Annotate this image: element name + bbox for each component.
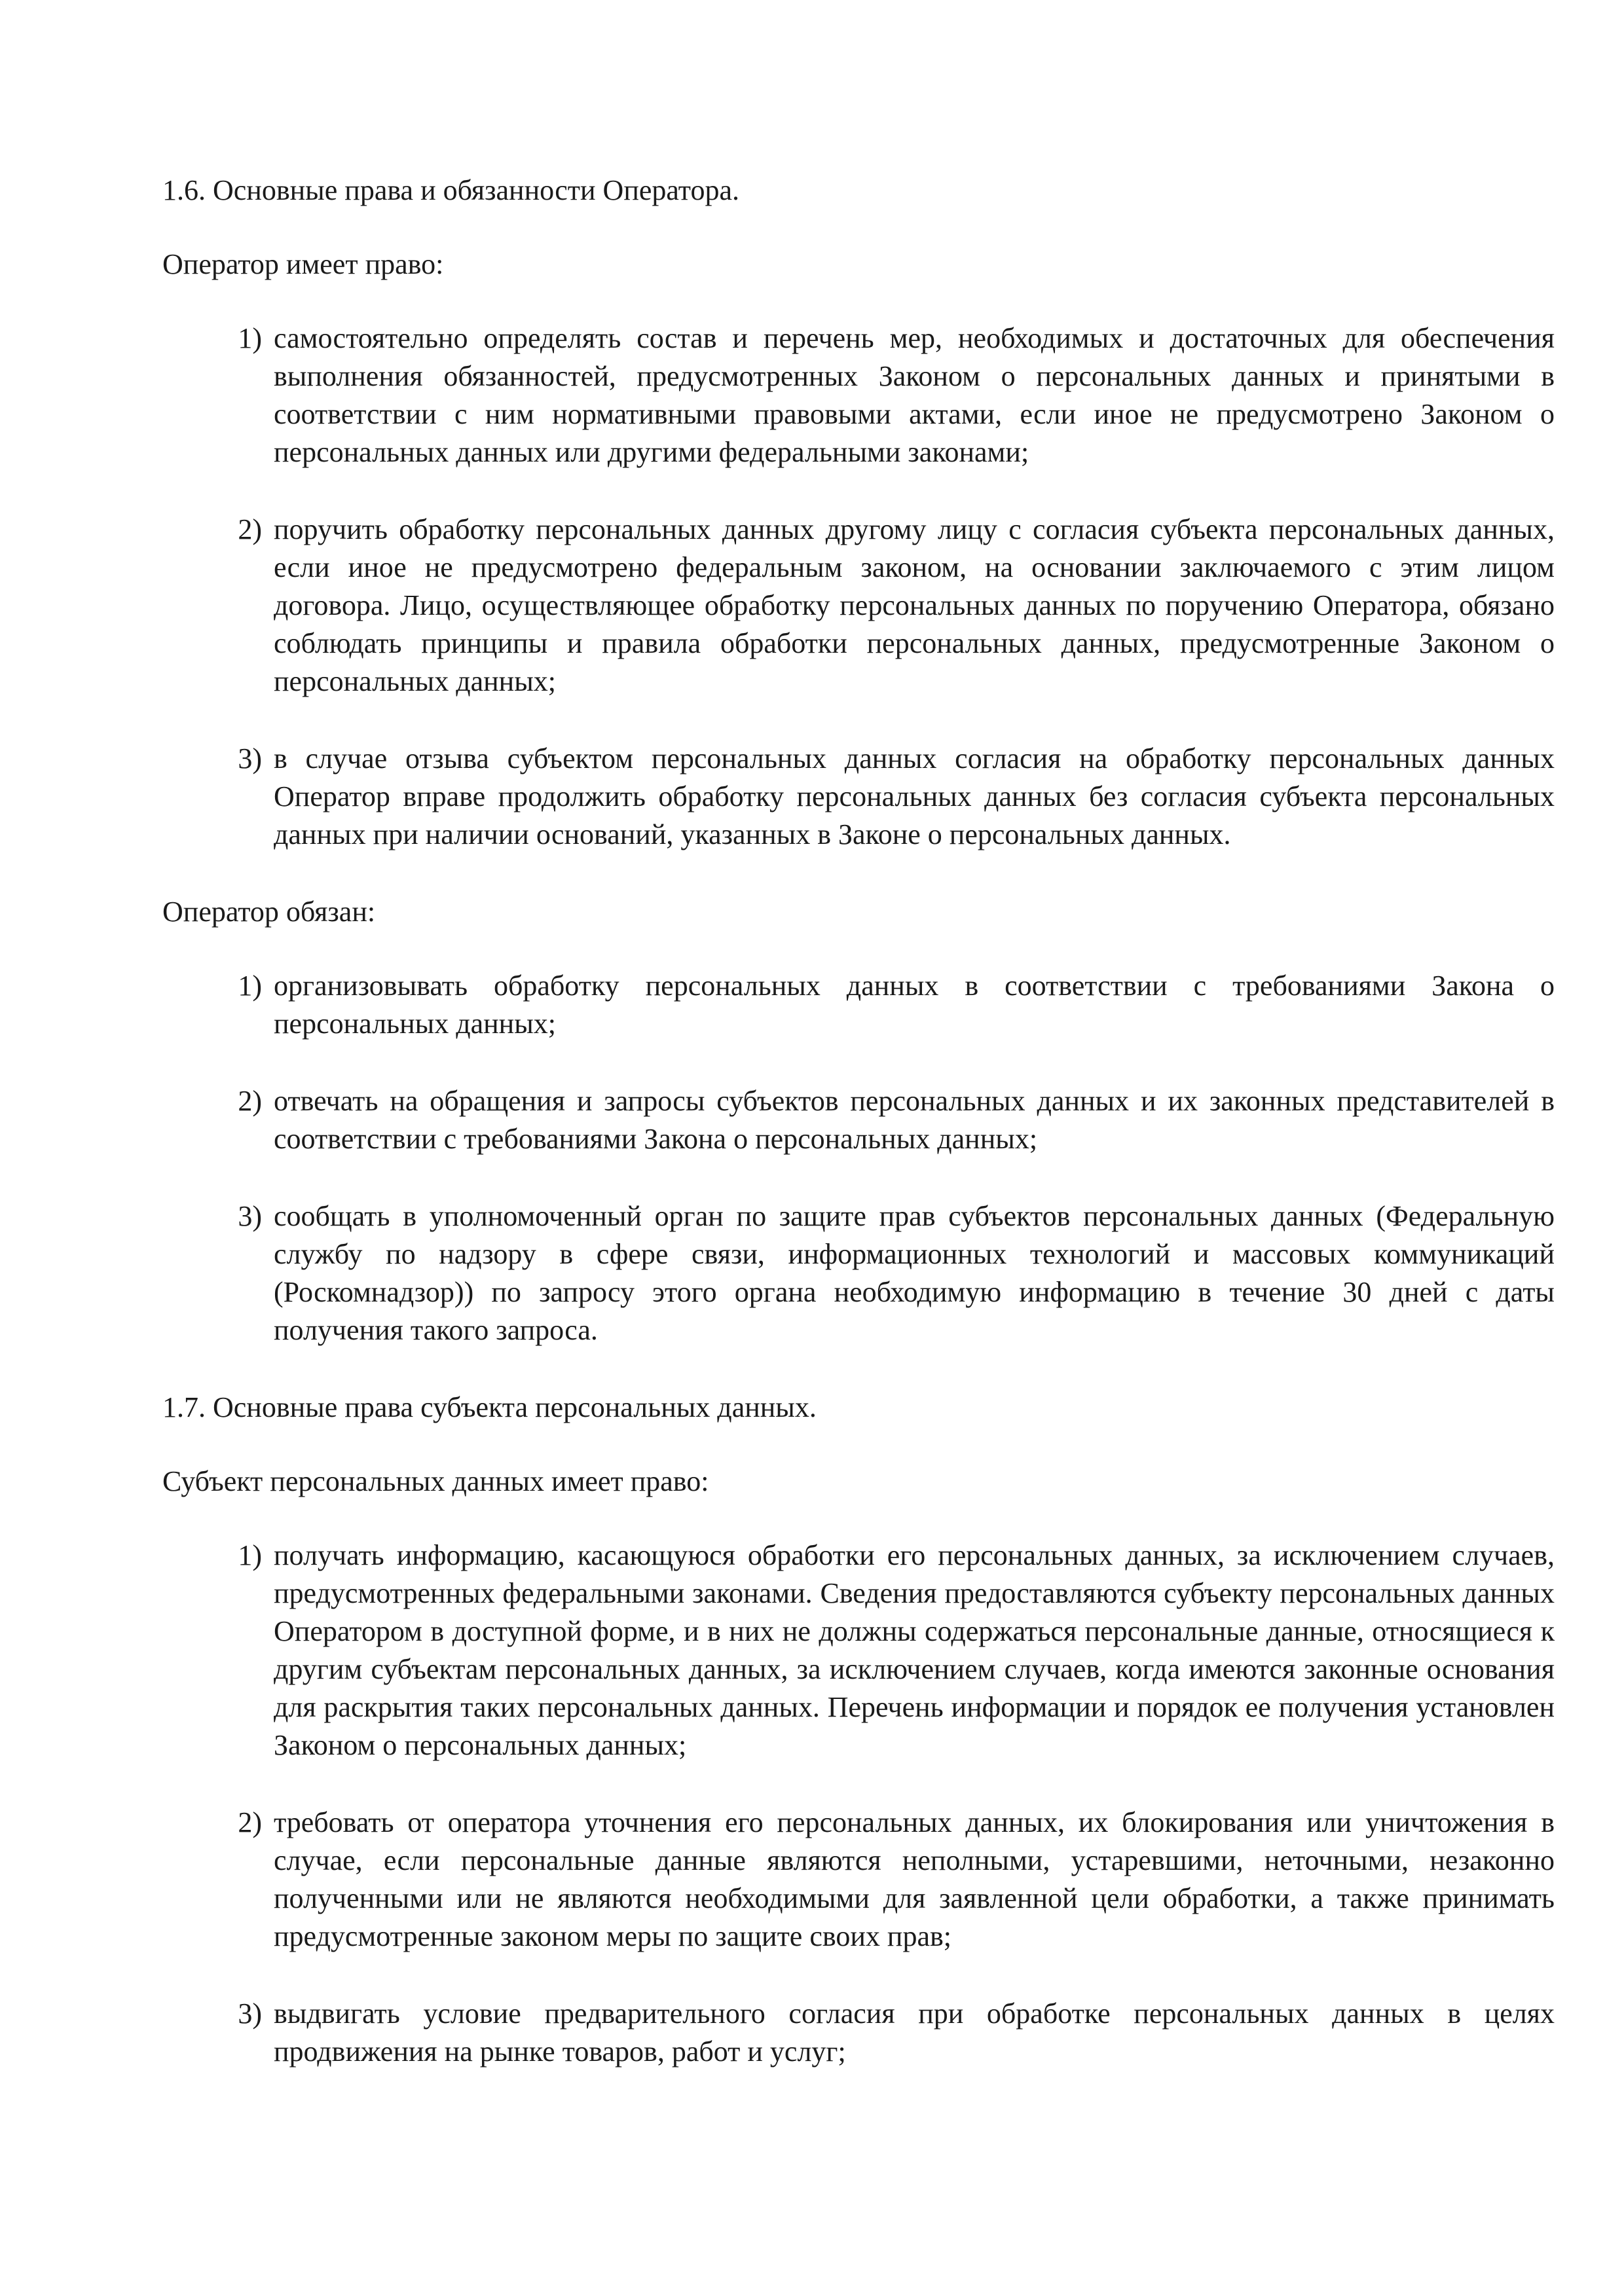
list-item-text: получать информацию, касающуюся обработки его персональных данных, за исключением случаев, предусмотренных федеральными законами. Сведения предоставляются субъекту персональных данных Оператором в доступной форме, и в них не должны содержаться персональные данные, относящиеся к другим субъектам персональных данных, за исключением случаев, когда имеются законные основания для раскрытия таких персональных данных. Перечень информации и порядок ее получения установлен Законом о персональных данных; [274,1539,1555,1761]
list-lead: Оператор обязан: [162,896,376,928]
list-item-text: самостоятельно определять состав и перечень мер, необходимых и достаточных для обеспечения выполнения обязанностей, предусмотренных Законом о персональных данных и принятыми в соответствии с ним нормативными правовыми актами, если иное не предусмотрено Законом о персональных данных или другими федеральными законами; [274,322,1555,468]
list-item-number: 2) [238,513,262,545]
list-item-number: 1) [238,970,262,1002]
list-lead: Оператор имеет право: [162,248,444,280]
list-item [200,740,1555,854]
list-item-number: 1) [238,322,262,354]
section-1-6 [162,172,1555,1349]
section-heading: 1.6. Основные права и обязанности Оператора. [162,174,739,206]
list-item [200,1995,1555,2071]
list-item-number: 3) [238,1200,262,1232]
list-item [200,1197,1555,1349]
list-item [200,967,1555,1043]
list-item-number: 1) [238,1539,262,1571]
list-item-text: сообщать в уполномоченный орган по защите прав субъектов персональных данных (Федеральную службу по надзору в сфере связи, информационных технологий и массовых коммуникаций (Роскомнадзор)) по запросу этого органа необходимую информацию в течение 30 дней с даты получения такого запроса. [274,1200,1555,1346]
section-heading: 1.7. Основные права субъекта персональных данных. [162,1391,817,1423]
list-item-number: 3) [238,742,262,774]
list-item-number: 3) [238,1997,262,2030]
document-page [162,172,1555,2110]
list-item-number: 2) [238,1806,262,1838]
list-item-text: отвечать на обращения и запросы субъектов персональных данных и их законных представителей в соответствии с требованиями Закона о персональных данных; [274,1085,1555,1155]
list-item [200,319,1555,471]
list-item-text: выдвигать условие предварительного согласия при обработке персональных данных в целях продвижения на рынке товаров, работ и услуг; [274,1997,1555,2068]
section-1-7 [162,1389,1555,2071]
list-item [200,511,1555,701]
operator-duties-list [200,967,1555,1349]
list-item-number: 2) [238,1085,262,1117]
list-item [200,1537,1555,1764]
list-item [200,1082,1555,1158]
list-item [200,1804,1555,1956]
list-item-text: требовать от оператора уточнения его персональных данных, их блокирования или уничтожения в случае, если персональные данные являются неполными, устаревшими, неточными, незаконно полученными или не являются необходимыми для заявленной цели обработки, а также принимать предусмотренные законом меры по защите своих прав; [274,1806,1555,1952]
operator-rights-list [200,319,1555,854]
subject-rights-list [200,1537,1555,2071]
list-item-text: поручить обработку персональных данных другому лицу с согласия субъекта персональных данных, если иное не предусмотрено федеральным законом, на основании заключаемого с этим лицом договора. Лицо, осуществляющее обработку персональных данных по поручению Оператора, обязано соблюдать принципы и правила обработки персональных данных, предусмотренные Законом о персональных данных; [274,513,1555,697]
list-item-text: в случае отзыва субъектом персональных данных согласия на обработку персональных данных Оператор вправе продолжить обработку персональных данных без согласия субъекта персональных данных при наличии оснований, указанных в Законе о персональных данных. [274,742,1555,850]
list-item-text: организовывать обработку персональных данных в соответствии с требованиями Закона о персональных данных; [274,970,1555,1040]
list-lead: Субъект персональных данных имеет право: [162,1465,709,1497]
